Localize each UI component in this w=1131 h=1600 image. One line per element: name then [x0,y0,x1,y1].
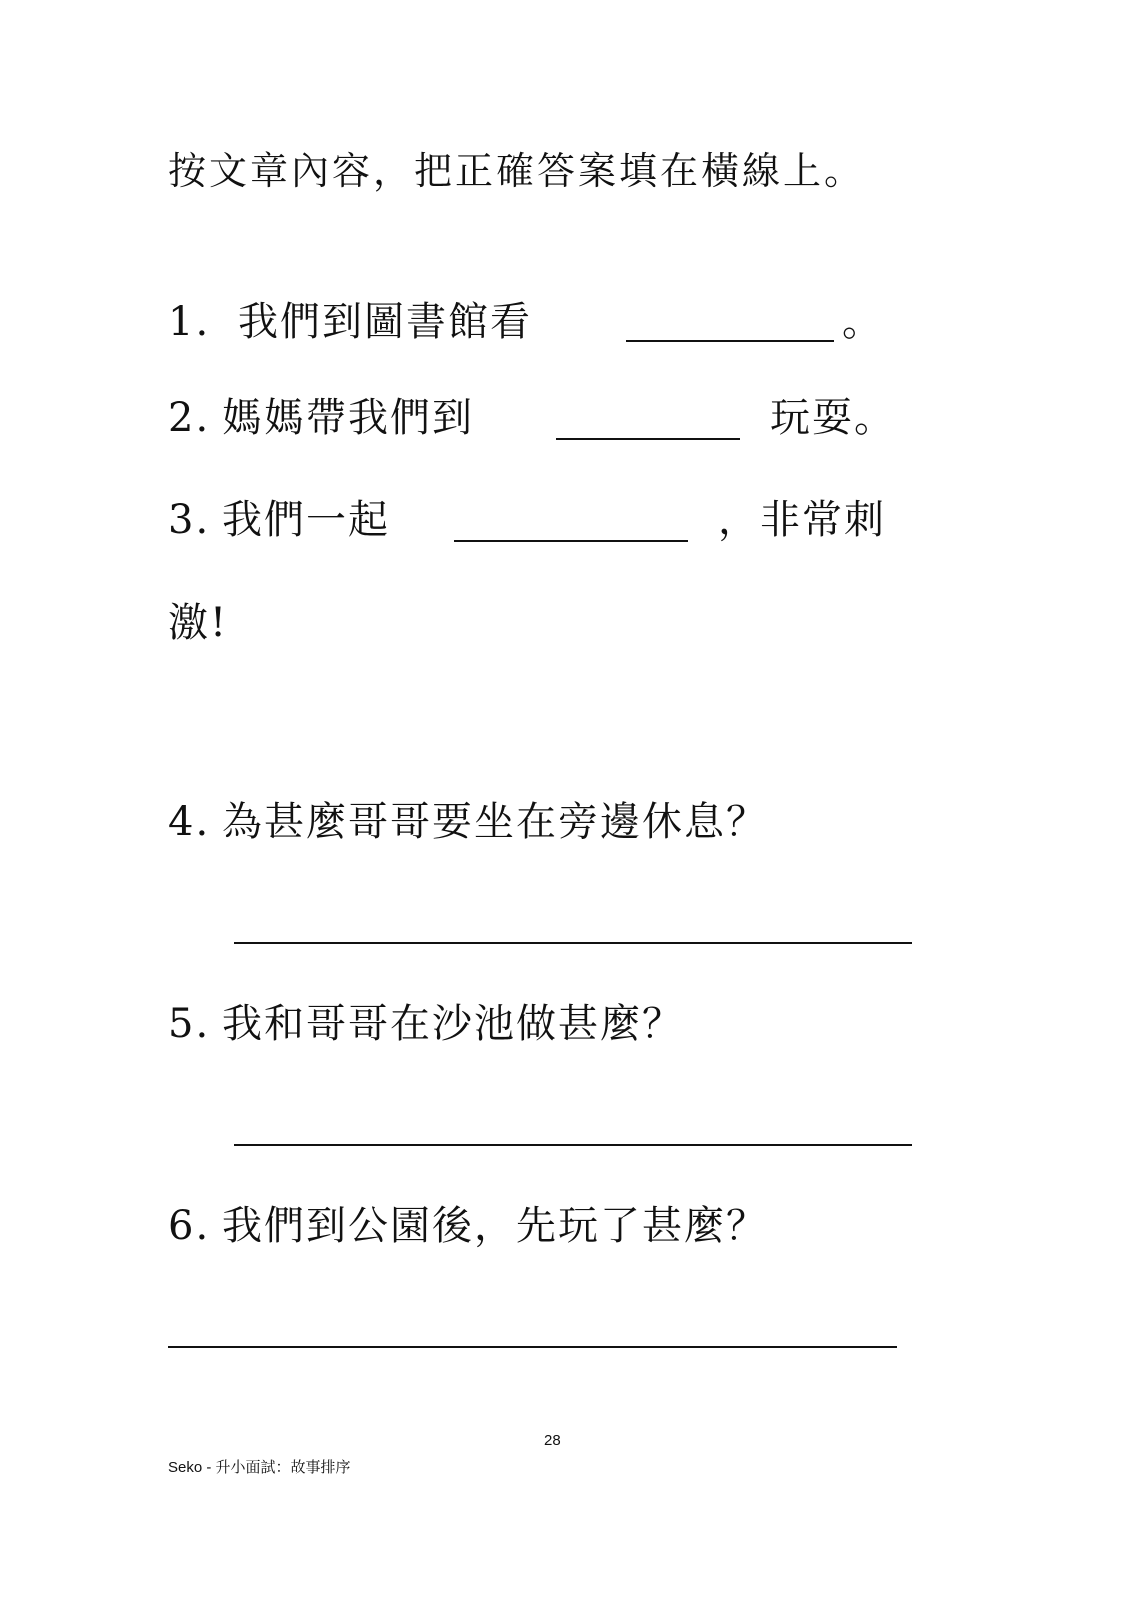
question-number: 2. [168,395,211,441]
instruction-text: 按文章內容，把正確答案填在橫線上。 [168,149,866,193]
question-text-after: 。 [842,299,884,345]
question-number: 3. [168,497,211,543]
footer-source: Seko - 升小面試：故事排序 [168,1459,351,1476]
question-text-after: 玩耍。 [770,395,896,441]
question-text: 為甚麼哥哥要坐在旁邊休息？ [222,799,768,845]
question-number: 6. [168,1203,211,1249]
answer-blank[interactable] [556,438,740,440]
question-text: 我和哥哥在沙池做甚麼？ [222,1001,684,1047]
question-text: 我們一起 [222,497,390,543]
question-text: 我們到公園後，先玩了甚麼？ [222,1203,768,1249]
question-text: 我們到圖書館看 [238,299,532,345]
question-text: 媽媽帶我們到 [222,395,474,441]
question-text-continuation: 激! [168,600,229,646]
question-text-after: ，非常刺 [718,497,886,543]
answer-line[interactable] [234,942,912,944]
question-number: 4. [168,799,211,845]
answer-line[interactable] [234,1144,912,1146]
page-number: 28 [544,1432,561,1449]
question-number: 1. [168,299,211,345]
question-number: 5. [168,1001,211,1047]
answer-line[interactable] [168,1346,897,1348]
answer-blank[interactable] [626,340,834,342]
answer-blank[interactable] [454,540,688,542]
